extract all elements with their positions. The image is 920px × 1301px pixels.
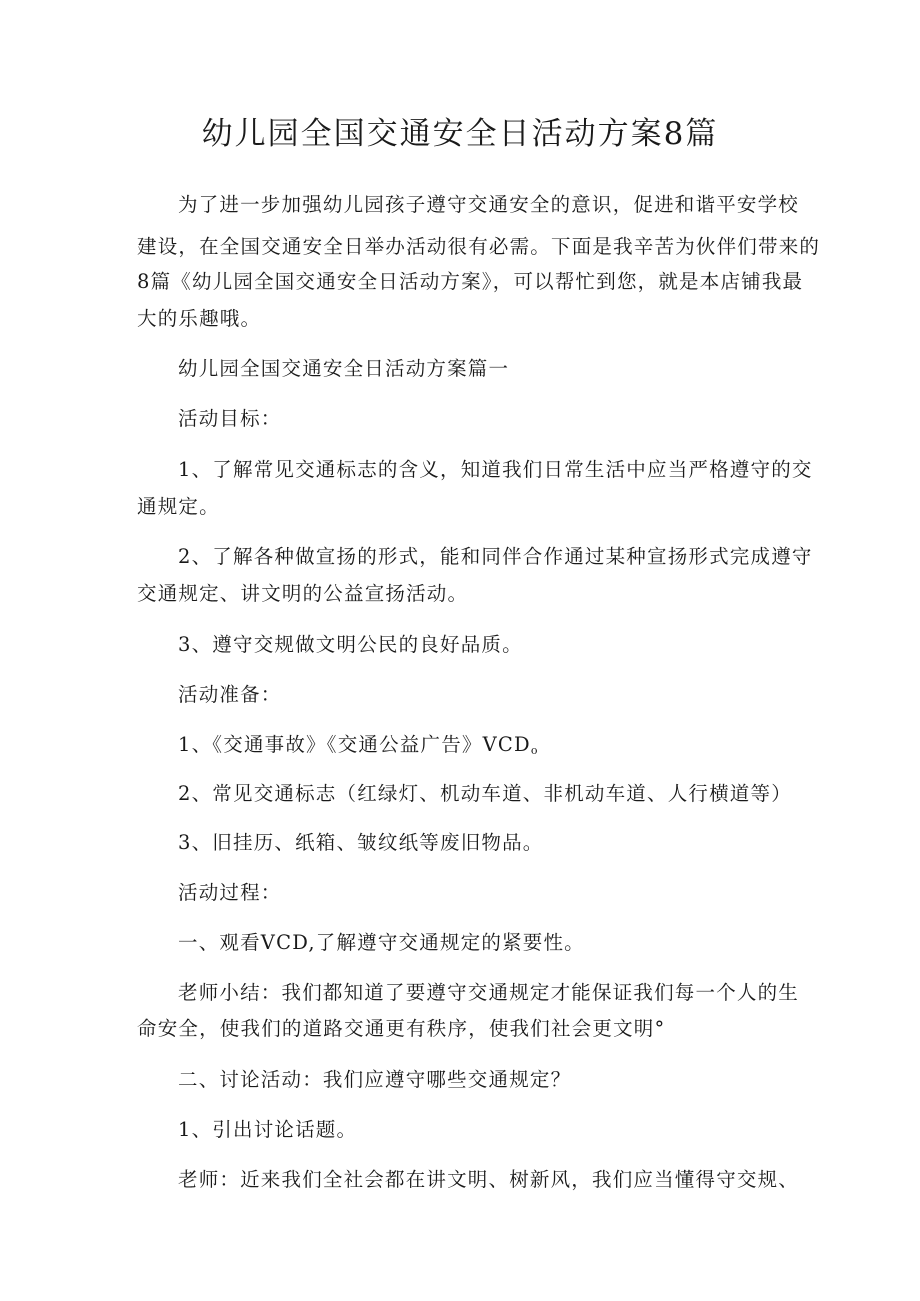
summary-line-1: 老师小结：我们都知道了要遵守交通规定才能保证我们每一个人的生 (178, 981, 800, 1004)
intro-line-2: 建设，在全国交通安全日举办活动很有必需。下面是我辛苦为伙伴们带来的 (137, 235, 821, 258)
page-title: 幼儿园全国交通安全日活动方案8篇 (201, 116, 719, 152)
teacher-line: 老师：近来我们全社会都在讲文明、树新风，我们应当懂得守交规、 (178, 1168, 800, 1191)
intro-line-3: 8篇《幼儿园全国交通安全日活动方案》，可以帮忙到您，就是本店铺我最 (137, 270, 804, 293)
step-2: 二、讨论活动：我们应遵守哪些交通规定？ (178, 1068, 572, 1091)
prep-2: 2、常见交通标志（红绿灯、机动车道、非机动车道、人行横道等） (178, 782, 792, 805)
step-1: 一、观看VCD,了解遵守交通规定的紧要性。 (178, 931, 585, 954)
summary-line-2: 命安全，使我们的道路交通更有秩序，使我们社会更文明° (137, 1017, 666, 1040)
intro-line-1: 为了进一步加强幼儿园孩子遵守交通安全的意识，促进和谐平安学校 (178, 193, 800, 216)
goal-3: 3、遵守交规做文明公民的良好品质。 (178, 633, 523, 656)
goal-2-line-2: 交通规定、讲文明的公益宣扬活动。 (137, 582, 469, 605)
prep-1-text: 1、《交通事故》《交通公益广告》VCD (178, 733, 531, 756)
prep-heading: 活动准备： (178, 683, 282, 706)
prep-3: 3、旧挂历、纸箱、皱纹纸等废旧物品。 (178, 831, 544, 854)
prep-1-suffix: o (530, 744, 538, 757)
section-heading: 幼儿园全国交通安全日活动方案篇一 (178, 357, 510, 380)
process-heading: 活动过程： (178, 881, 282, 904)
goals-heading: 活动目标： (178, 407, 282, 430)
goal-1-line-1: 1、了解常见交通标志的含义，知道我们日常生活中应当严格遵守的交 (178, 458, 813, 481)
prep-1 (178, 728, 798, 768)
goal-1-line-2: 通规定。 (137, 495, 220, 518)
step-2-item-1: 1、引出讨论话题。 (178, 1118, 358, 1141)
goal-2-line-1: 2、了解各种做宣扬的形式，能和同伴合作通过某种宣扬形式完成遵守 (178, 545, 813, 568)
intro-line-4: 大的乐趣哦。 (137, 307, 262, 330)
